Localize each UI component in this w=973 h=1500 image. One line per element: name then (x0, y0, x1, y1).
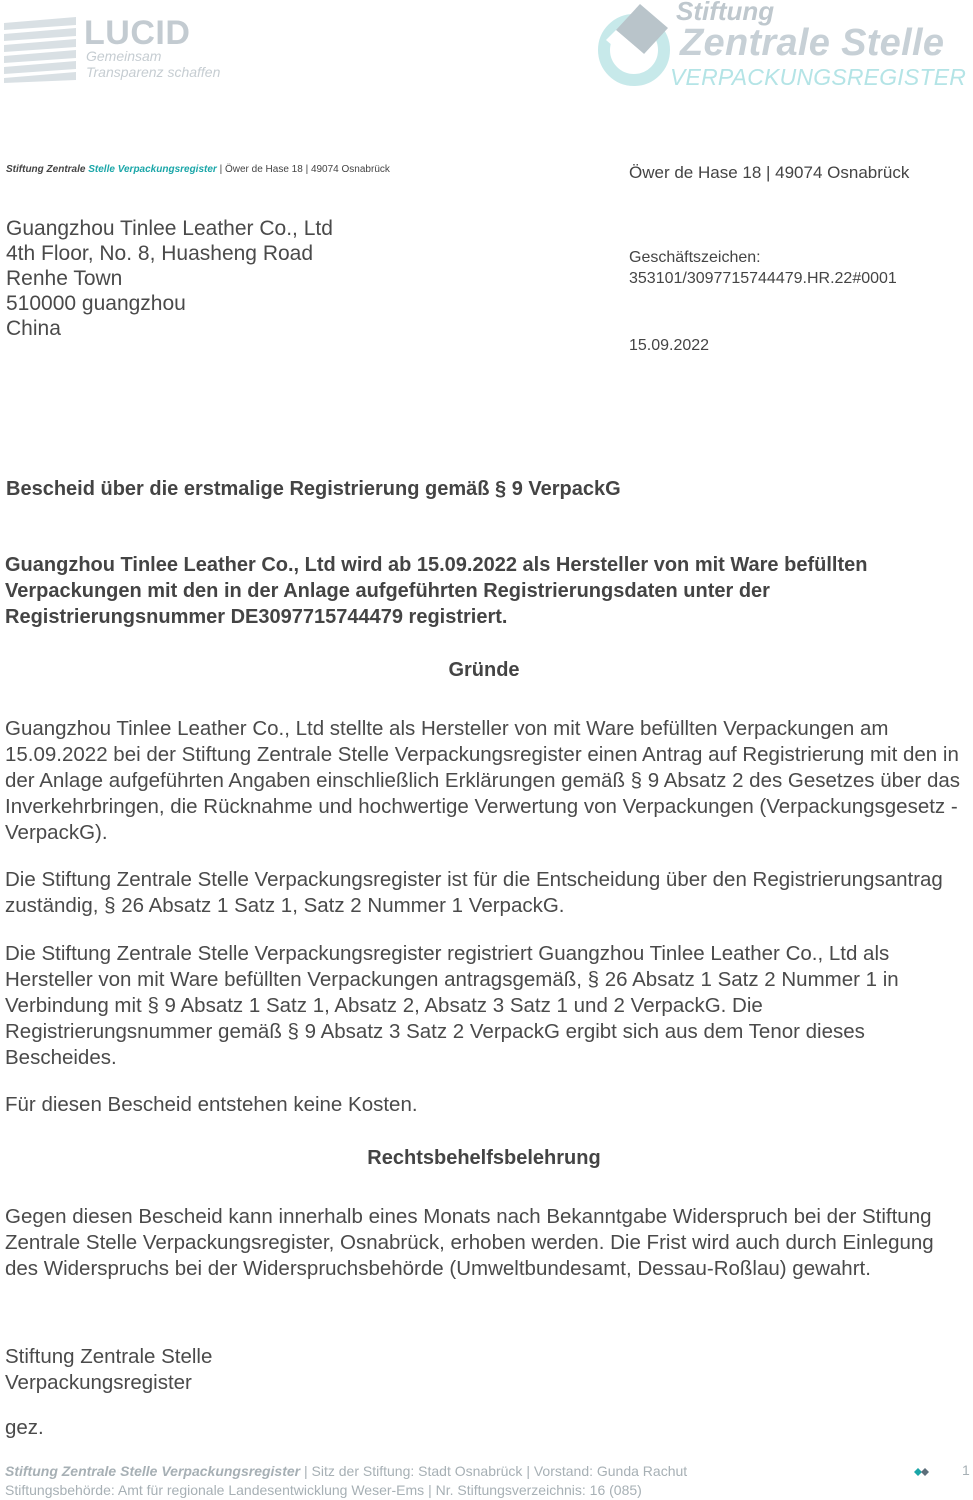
recipient-address (6, 216, 333, 341)
footer-logo-icon (912, 1465, 930, 1479)
footer-org-name: Stiftung Zentrale Stelle Verpackungsregister (5, 1463, 301, 1479)
reference-number: 353101/3097715744479.HR.22#0001 (629, 270, 897, 287)
sender-org-prefix: Stiftung Zentrale (6, 164, 86, 175)
recipient-line: 510000 guangzhou (6, 292, 186, 315)
lucid-wordmark: LUCID (84, 14, 191, 52)
document-date: 15.09.2022 (629, 337, 710, 354)
recipient-line: Guangzhou Tinlee Leather Co., Ltd (6, 217, 333, 240)
section-heading-rechtsbehelfsbelehrung: Rechtsbehelfsbelehrung (367, 1147, 601, 1169)
zsvr-word-stiftung: Stiftung (676, 0, 775, 26)
signature-line: Stiftung Zentrale Stelle (5, 1345, 213, 1368)
decision-tenor: Guangzhou Tinlee Leather Co., Ltd wird ab 15.09.2022 als Hersteller von mit Ware befüllten Verpackungen mit den in der Anlage aufgeführten Registrierungsdaten unter der Registrierungsnummer DE3097715744479 registriert. (5, 554, 868, 628)
paragraph: Die Stiftung Zentrale Stelle Verpackungsregister registriert Guangzhou Tinlee Leather Co., Ltd als Hersteller von mit Ware befüllten Verpackungen antragsgemäß, § 26 Absatz 1 Satz 2 Nummer 1 in Verbindung mit § 9 Absatz 1 Satz 1, Absatz 2, Absatz 3 Satz 1 und 2 VerpackG. Die Registrierungsnummer gemäß § 9 Absatz 3 Satz 2 VerpackG ergibt sich aus dem Tenor dieses Bescheides. (5, 942, 899, 1069)
footer-line-2: Stiftungsbehörde: Amt für regionale Landesentwicklung Weser-Ems | Nr. Stiftungsverzeichnis: 16 (085) (5, 1482, 642, 1498)
sender-org-highlight: Stelle Verpackungsregister (88, 164, 217, 175)
lucid-logo (4, 14, 244, 86)
recipient-line: Renhe Town (6, 267, 123, 290)
sender-return-line (6, 164, 390, 175)
signature-line: Verpackungsregister (5, 1371, 192, 1394)
section-heading-gruende: Gründe (448, 659, 520, 681)
recipient-line: China (6, 317, 61, 340)
sender-address: Öwer de Hase 18 | 49074 Osnabrück (629, 163, 910, 182)
document-subject: Bescheid über die erstmalige Registrierung gemäß § 9 VerpackG (6, 478, 621, 500)
recipient-line: 4th Floor, No. 8, Huasheng Road (6, 242, 314, 265)
signed-note: gez. (5, 1416, 44, 1439)
sender-return-address: | Öwer de Hase 18 | 49074 Osnabrück (216, 164, 390, 175)
zsvr-logo (594, 0, 973, 96)
paragraph: Gegen diesen Bescheid kann innerhalb eines Monats nach Bekanntgabe Widerspruch bei der Stiftung Zentrale Stelle Verpackungsregister, Osnabrück, erhoben werden. Die Frist wird auch durch Einlegung des Widerspruchs bei der Widerspruchsbehörde (Umweltbundesamt, Dessau-Roßlau) gewahrt. (5, 1205, 934, 1280)
footer (5, 1462, 687, 1500)
zsvr-emblem-icon (594, 0, 674, 92)
footer-details: | Sitz der Stiftung: Stadt Osnabrück | Vorstand: Gunda Rachut (300, 1463, 688, 1479)
page-number: 1 (962, 1462, 970, 1478)
paragraph: Guangzhou Tinlee Leather Co., Ltd stellte als Hersteller von mit Ware befüllten Verpackungen am 15.09.2022 bei der Stiftung Zentrale Stelle Verpackungsregister einen Antrag auf Registrierung mit den in der Anlage aufgeführten Angaben einschließlich Erklärungen gemäß § 9 Absatz 2 des Gesetzes über das Inverkehrbringen, die Rücknahme und hochwertige Verwertung von Verpackungen (Verpackungsgesetz - VerpackG). (5, 717, 961, 844)
paragraph: Für diesen Bescheid entstehen keine Kosten. (5, 1093, 418, 1116)
footer-line-1 (5, 1462, 687, 1481)
reference-label: Geschäftszeichen: (629, 249, 761, 266)
zsvr-word-zentrale-stelle: Zentrale Stelle (680, 22, 945, 64)
signature-block (5, 1344, 212, 1396)
paragraph: Die Stiftung Zentrale Stelle Verpackungsregister ist für die Entscheidung über den Registrierungsantrag zuständig, § 26 Absatz 1 Satz 1, Satz 2 Nummer 1 VerpackG. (5, 868, 943, 917)
zsvr-word-verpackungsregister: VERPACKUNGSREGISTER (670, 64, 967, 90)
lucid-tagline-2: Transparenz schaffen (86, 64, 221, 80)
lucid-tagline-1: Gemeinsam (86, 48, 162, 64)
lucid-stripes-icon (4, 17, 76, 83)
